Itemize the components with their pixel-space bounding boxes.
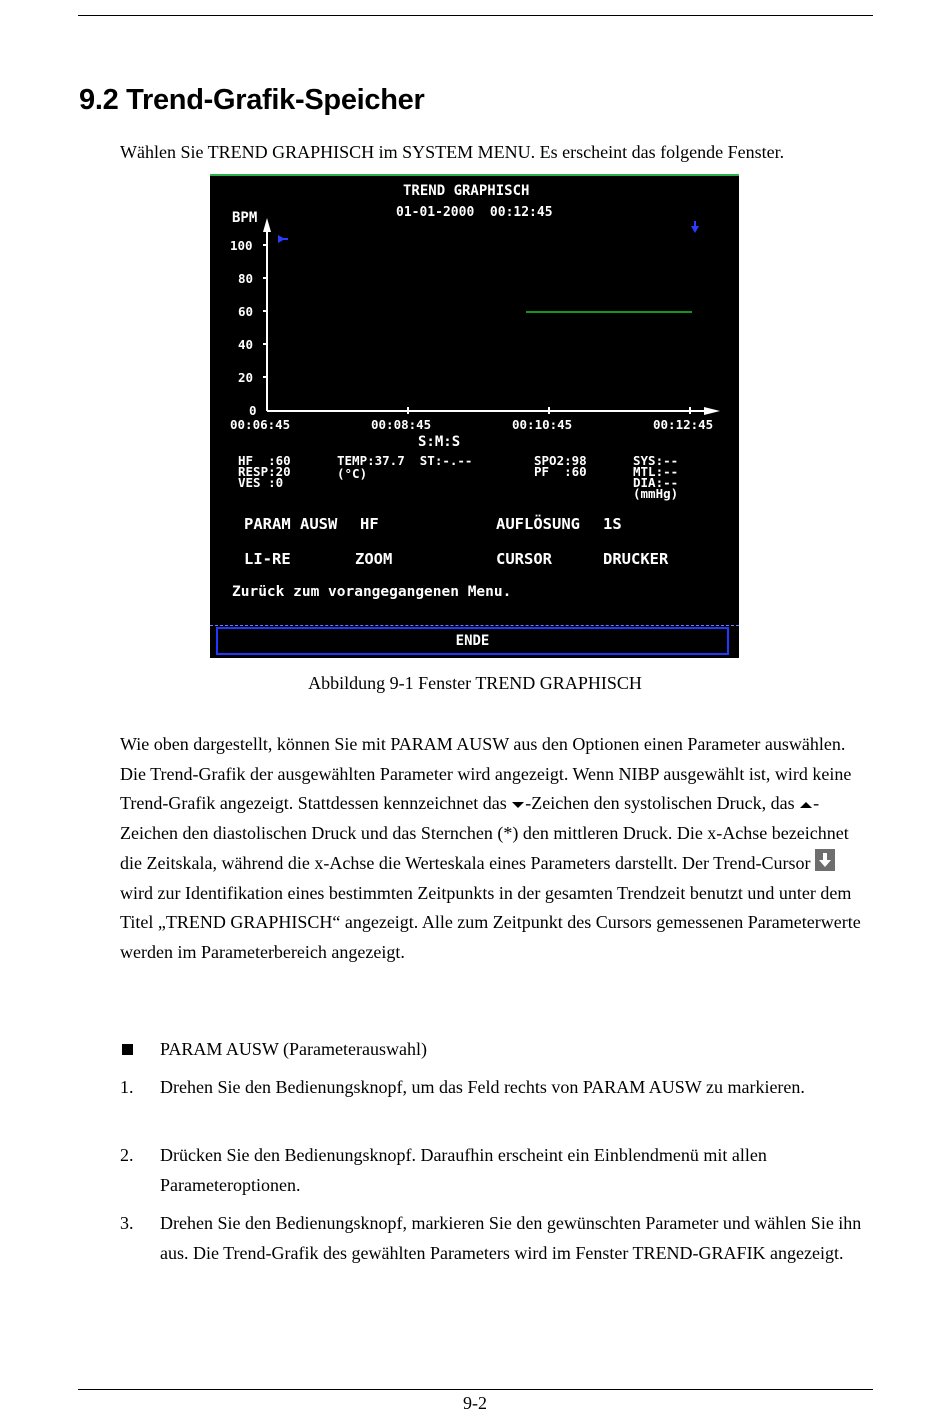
- x-axis-label: S:M:S: [418, 434, 461, 450]
- top-rule: [78, 15, 873, 16]
- menu-param-value[interactable]: HF: [360, 515, 379, 533]
- trend-cursor-icon: [815, 849, 835, 871]
- param-pf: PF :60: [534, 464, 587, 479]
- triangle-up-icon: [799, 800, 813, 810]
- param-temp-unit: (°C): [337, 466, 368, 481]
- y-tick-label: 80: [238, 271, 254, 286]
- param-temp-st: TEMP:37.7 ST:-.--: [337, 453, 473, 468]
- x-tick-label: 00:08:45: [371, 417, 432, 432]
- body-text-3: -Zeichen den diastolischen Druck und das Sternchen (*) den mittleren Druck. Die x-Achse bezeichnet die Zeitskala, während die x-Achse die Werteskala eines Parameters darstellt. Der Trend-Cursor: [120, 793, 849, 873]
- body-text-1: Wie oben dargestellt, können Sie mit PARAM AUSW aus den Optionen einen Parameter auswählen. Die Trend-Grafik der ausgewählten Parameter wird angezeigt. Wenn NIBP ausgewählt ist, wird keine Trend-Grafik angezeigt. Stattdessen kennzeichnet das: [120, 734, 852, 814]
- menu-zoom[interactable]: ZOOM: [355, 550, 393, 568]
- menu-li-re[interactable]: LI-RE: [244, 550, 291, 568]
- intro-text: Wählen Sie TREND GRAPHISCH im SYSTEM MENU. Es erscheint das folgende Fenster.: [120, 142, 785, 162]
- menu-param-ausw[interactable]: PARAM AUSW: [244, 515, 338, 533]
- step-item: [120, 1209, 870, 1268]
- param-resp: RESP:20: [238, 464, 291, 479]
- y-tick-label: 40: [238, 337, 254, 352]
- bullet-text: PARAM AUSW (Parameterauswahl): [160, 1039, 427, 1059]
- param-hf: HF :60: [238, 453, 291, 468]
- param-spo2: SPO2:98: [534, 453, 587, 468]
- y-axis-arrow: [263, 218, 271, 232]
- body-paragraph: [120, 730, 865, 968]
- menu-drucker[interactable]: DRUCKER: [603, 550, 669, 568]
- param-mtl: MTL:--: [633, 464, 679, 479]
- bottom-rule: [78, 1389, 873, 1390]
- param-sys: SYS:--: [633, 453, 679, 468]
- param-ves: VES :0: [238, 475, 284, 490]
- trend-graph-screenshot: [210, 174, 739, 658]
- step-item: [120, 1073, 870, 1103]
- figure-caption: Abbildung 9-1 Fenster TREND GRAPHISCH: [308, 673, 642, 693]
- screen-datetime: 01-01-2000 00:12:45: [396, 205, 553, 220]
- y-tick-label: 20: [238, 370, 254, 385]
- screen-help-text: Zurück zum vorangegangenen Menu.: [232, 584, 512, 600]
- page-number: 9-2: [463, 1393, 487, 1413]
- ende-button[interactable]: [216, 627, 729, 655]
- cursor-right-marker: [691, 221, 699, 233]
- screen-divider: [210, 625, 739, 626]
- screen-title: TREND GRAPHISCH: [403, 183, 530, 199]
- ende-label: ENDE: [455, 633, 490, 649]
- body-text-4: wird zur Identifikation eines bestimmten Zeitpunkts in der gesamten Trendzeit benutzt und unter dem Titel „TREND GRAPHISCH“ angezeigt. Alle zum Zeitpunkt des Cursors gemessenen Parameterwerte werden im Parameterbereich angezeigt.: [120, 882, 861, 962]
- y-tick-label: 100: [230, 238, 253, 253]
- x-tick-label: 00:06:45: [230, 417, 291, 432]
- y-tick-label: 60: [238, 304, 254, 319]
- step-number: 2.: [120, 1145, 134, 1165]
- step-item: [120, 1141, 870, 1200]
- x-tick-label: 00:10:45: [512, 417, 573, 432]
- step-number: 1.: [120, 1077, 134, 1097]
- x-tick-label: 00:12:45: [653, 417, 714, 432]
- step-text: Drücken Sie den Bedienungsknopf. Daraufhin erscheint ein Einblendmenü mit allen Parameteroptionen.: [160, 1145, 767, 1195]
- triangle-down-icon: [511, 800, 525, 810]
- body-text-2: -Zeichen den systolischen Druck, das: [525, 793, 800, 814]
- step-text: Drehen Sie den Bedienungsknopf, markieren Sie den gewünschten Parameter und wählen Sie ihn aus. Die Trend-Grafik des gewählten Parameters wird im Fenster TREND-GRAFIK angezeigt.: [160, 1213, 862, 1263]
- menu-aufloesung[interactable]: AUFLÖSUNG: [496, 515, 580, 533]
- square-bullet-icon: [122, 1044, 133, 1055]
- menu-aufloesung-value[interactable]: 1S: [603, 515, 622, 533]
- cursor-left-marker: [278, 235, 288, 243]
- param-dia: DIA:--: [633, 475, 679, 490]
- y-tick-label: 0: [249, 403, 257, 418]
- step-number: 3.: [120, 1213, 134, 1233]
- param-nibp-unit: (mmHg): [633, 486, 679, 501]
- menu-cursor[interactable]: CURSOR: [496, 550, 552, 568]
- x-axis-arrow: [704, 407, 720, 415]
- section-heading: 9.2 Trend-Grafik-Speicher: [79, 84, 425, 116]
- step-text: Drehen Sie den Bedienungsknopf, um das Feld rechts von PARAM AUSW zu markieren.: [160, 1077, 805, 1097]
- y-axis-unit: BPM: [232, 210, 258, 226]
